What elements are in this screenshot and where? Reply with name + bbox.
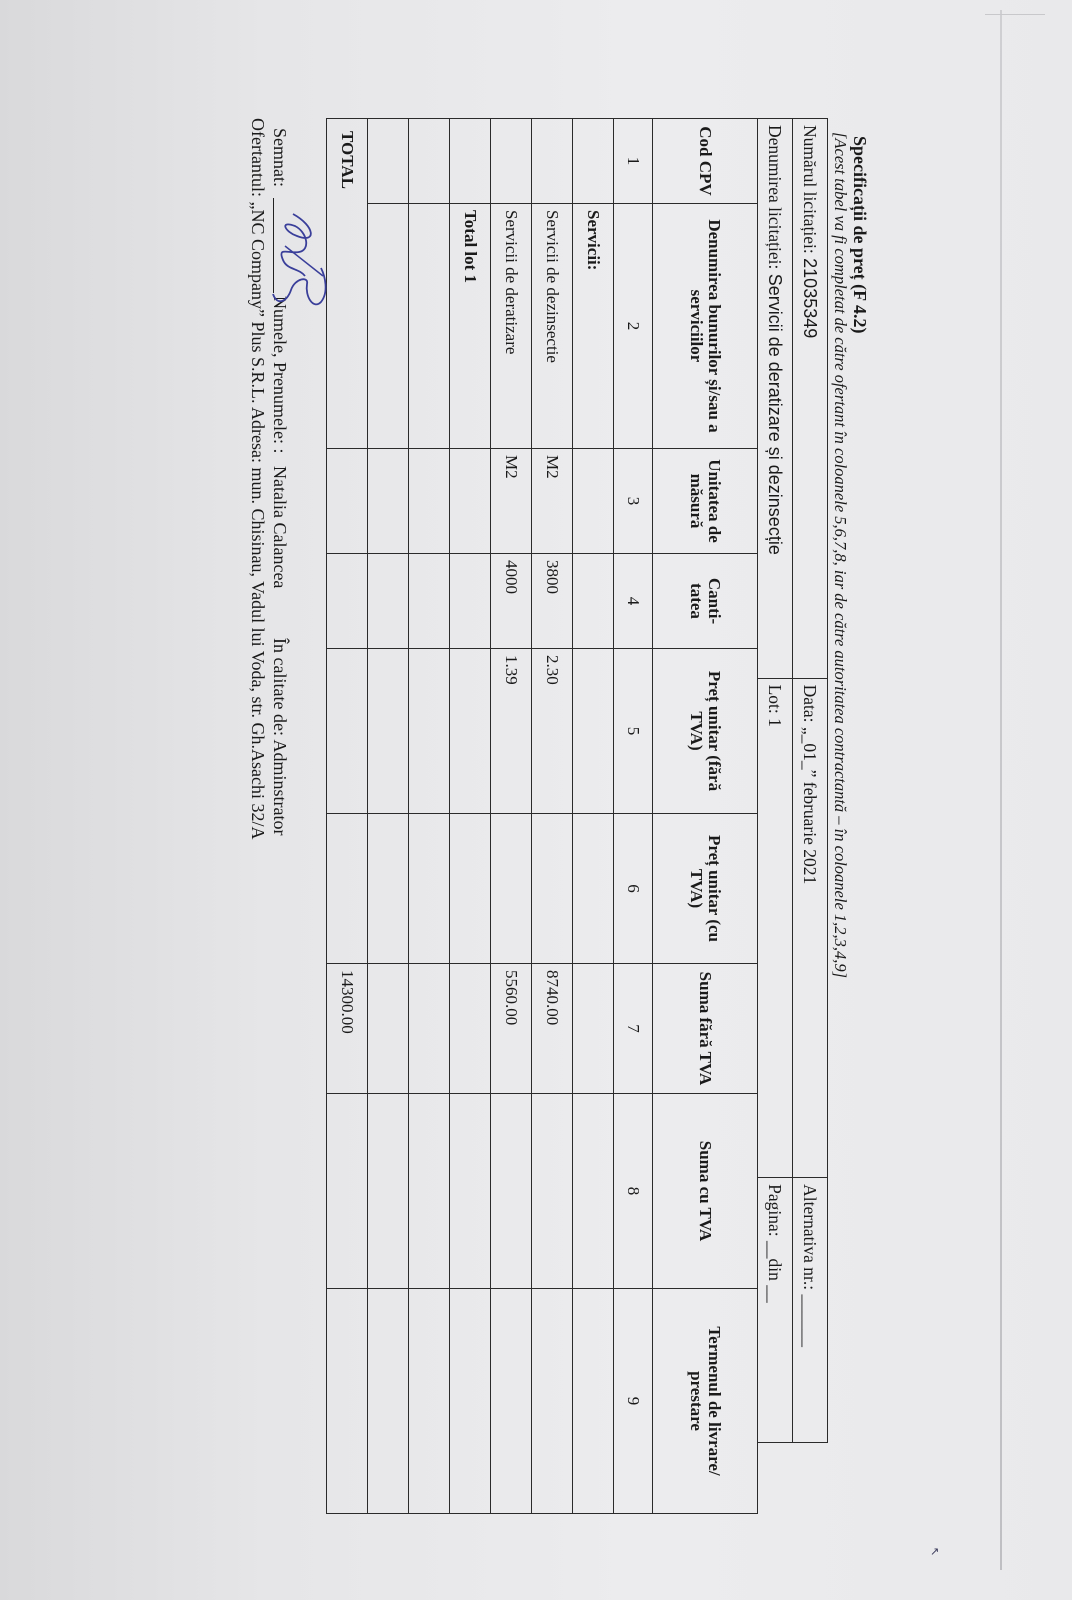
table-cell bbox=[409, 649, 450, 814]
alternativa-cell: Alternativa nr.: ______ bbox=[793, 1178, 828, 1443]
table-cell bbox=[368, 1289, 409, 1514]
table-cell bbox=[573, 1094, 614, 1289]
semnat-label: Semnat: bbox=[270, 128, 290, 187]
col-number: 7 bbox=[614, 964, 653, 1094]
header-termenul: Termenul de livrare/ prestare bbox=[653, 1289, 758, 1514]
table-cell bbox=[573, 554, 614, 649]
table-cell bbox=[573, 814, 614, 964]
table-cell bbox=[532, 1094, 573, 1289]
table-cell bbox=[327, 649, 368, 814]
table-cell bbox=[450, 649, 491, 814]
col-number: 8 bbox=[614, 1094, 653, 1289]
table-cell bbox=[491, 814, 532, 964]
row-name: Servicii de deratizare bbox=[491, 204, 532, 449]
table-cell bbox=[532, 814, 573, 964]
header-unitatea: Unitatea de măsură bbox=[653, 449, 758, 554]
col-number: 6 bbox=[614, 814, 653, 964]
ofertant-line: Ofertantul: „NC Company” Plus S.R.L. Adresa: mun. Chisinau, Vadul lui Voda, str. Gh.Asachi 32/A bbox=[248, 118, 268, 840]
table-cell bbox=[409, 449, 450, 554]
column-number-row bbox=[614, 119, 653, 1514]
table-cell bbox=[491, 119, 532, 204]
denumire-value: Servicii de deratizare și dezinsecție bbox=[765, 273, 786, 555]
table-cell bbox=[491, 1094, 532, 1289]
table-cell bbox=[368, 119, 409, 204]
row-qty: 3800 bbox=[532, 554, 573, 649]
denumire-licitatie-cell bbox=[758, 119, 793, 679]
row-price: 2.30 bbox=[532, 649, 573, 814]
numele-label: Numele, Prenumele: : bbox=[270, 296, 290, 454]
col-number: 2 bbox=[614, 204, 653, 449]
table-cell bbox=[491, 1289, 532, 1514]
table-cell bbox=[327, 449, 368, 554]
table-cell bbox=[450, 119, 491, 204]
header-row bbox=[653, 119, 758, 1514]
table-cell bbox=[409, 1289, 450, 1514]
denumire-label: Denumirea licitației: bbox=[765, 125, 786, 270]
person-name: Natalia Calanceа bbox=[270, 466, 290, 589]
table-cell bbox=[327, 814, 368, 964]
table-cell bbox=[409, 964, 450, 1094]
col-number: 1 bbox=[614, 119, 653, 204]
table-cell bbox=[573, 964, 614, 1094]
numar-licitatie-cell bbox=[793, 119, 828, 679]
table-cell bbox=[368, 449, 409, 554]
table-cell bbox=[450, 554, 491, 649]
table-cell bbox=[368, 1094, 409, 1289]
section-label: Servicii: bbox=[573, 204, 614, 449]
table-cell bbox=[450, 1094, 491, 1289]
header-cod-cpv: Cod CPV bbox=[653, 119, 758, 204]
table-cell bbox=[532, 119, 573, 204]
empty-row bbox=[409, 119, 450, 1514]
pagina-cell: Pagina: __din __ bbox=[758, 1178, 793, 1443]
table-cell bbox=[573, 1289, 614, 1514]
row-sum: 5560.00 bbox=[491, 964, 532, 1094]
section-row bbox=[573, 119, 614, 1514]
page-edge-top bbox=[985, 14, 1045, 15]
header-suma-fara-tva: Suma fără TVA bbox=[653, 964, 758, 1094]
table-cell bbox=[450, 964, 491, 1094]
page-edge bbox=[1000, 10, 1002, 1570]
col-number: 9 bbox=[614, 1289, 653, 1514]
table-cell bbox=[409, 119, 450, 204]
table-cell bbox=[327, 554, 368, 649]
table-cell bbox=[409, 814, 450, 964]
row-qty: 4000 bbox=[491, 554, 532, 649]
table-cell bbox=[368, 964, 409, 1094]
col-number: 3 bbox=[614, 449, 653, 554]
table-cell bbox=[368, 814, 409, 964]
numar-label: Numărul licitației: bbox=[800, 125, 821, 254]
table-cell bbox=[573, 119, 614, 204]
data-cell: Data: „_01_” februarie 2021 bbox=[793, 678, 828, 1178]
table-cell bbox=[532, 1289, 573, 1514]
table-cell bbox=[409, 554, 450, 649]
header-pret-fara-tva: Preț unitar (fără TVA) bbox=[653, 649, 758, 814]
table-cell bbox=[409, 1094, 450, 1289]
col-number: 5 bbox=[614, 649, 653, 814]
doc-note: [Acest tabel va fi completat de către ofertant în coloanele 5,6,7,8, iar de către autoritatea contractantă – în coloanele 1,2,3,4,9] bbox=[831, 132, 850, 979]
calitate-text: În calitate de: Adminstrator bbox=[270, 638, 290, 836]
empty-row bbox=[368, 119, 409, 1514]
table-cell bbox=[368, 204, 409, 449]
corner-mark-icon: ↗ bbox=[930, 1545, 940, 1558]
numar-value: 21035349 bbox=[800, 258, 821, 339]
table-cell bbox=[327, 1289, 368, 1514]
total-lot-label: Total lot 1 bbox=[450, 204, 491, 449]
table-cell bbox=[368, 649, 409, 814]
handwritten-signature-image bbox=[265, 206, 335, 316]
table-cell bbox=[573, 449, 614, 554]
row-sum: 8740.00 bbox=[532, 964, 573, 1094]
col-number: 4 bbox=[614, 554, 653, 649]
info-row-1 bbox=[793, 119, 828, 1443]
header-denumirea: Denumirea bunurilor și/sau a serviciilor bbox=[653, 204, 758, 449]
header-suma-cu-tva: Suma cu TVA bbox=[653, 1094, 758, 1289]
table-cell bbox=[409, 204, 450, 449]
table-row bbox=[532, 119, 573, 1514]
table-cell bbox=[450, 449, 491, 554]
table-cell bbox=[450, 1289, 491, 1514]
header-cantitatea: Canti-tatea bbox=[653, 554, 758, 649]
table-cell bbox=[368, 554, 409, 649]
table-cell bbox=[327, 1094, 368, 1289]
header-pret-cu-tva: Preț unitar (cu TVA) bbox=[653, 814, 758, 964]
info-table bbox=[757, 118, 828, 1443]
info-row-2 bbox=[758, 119, 793, 1443]
total-lot-row bbox=[450, 119, 491, 1514]
row-unit: M2 bbox=[532, 449, 573, 554]
lot-cell: Lot: 1 bbox=[758, 678, 793, 1178]
row-name: Servicii de dezinsectie bbox=[532, 204, 573, 449]
total-value: 14300.00 bbox=[327, 964, 368, 1094]
table-cell bbox=[450, 814, 491, 964]
row-price: 1.39 bbox=[491, 649, 532, 814]
table-row bbox=[491, 119, 532, 1514]
total-row bbox=[327, 119, 368, 1514]
doc-title: Specificații de preț (F 4.2) bbox=[850, 136, 870, 334]
row-unit: M2 bbox=[491, 449, 532, 554]
table-cell bbox=[573, 649, 614, 814]
document-page bbox=[110, 118, 870, 1578]
price-table bbox=[326, 118, 758, 1514]
total-label: TOTAL bbox=[327, 119, 368, 449]
